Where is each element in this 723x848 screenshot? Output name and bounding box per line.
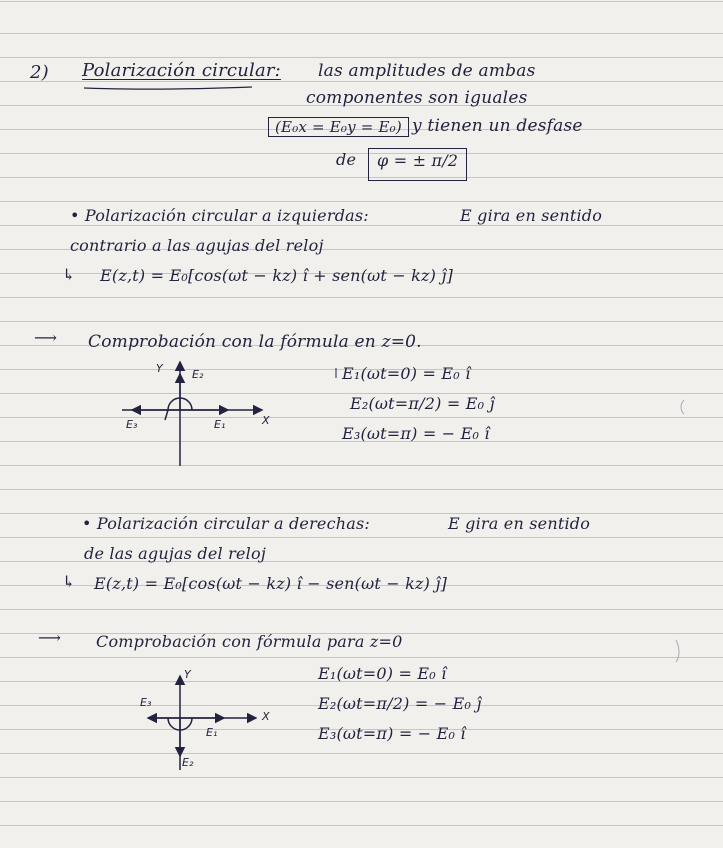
left-polarization-formula: E(z,t) = E₀[cos(ωt − kz) î + sen(ωt − kz) ĵ] — [100, 266, 454, 285]
left-diagram-x-label: X — [262, 414, 270, 427]
left-check-1: E₁(ωt=0) = E₀ î — [342, 364, 471, 383]
section-title: Polarización circular: — [82, 60, 281, 81]
left-diagram-y-label: Y — [156, 362, 163, 375]
left-diagram-e1-label: E₁ — [214, 418, 226, 431]
left-check-title: Comprobación con la fórmula en z=0. — [88, 332, 422, 352]
right-arrow-icon: ↳ — [62, 572, 76, 591]
right-polarization-formula: E(z,t) = E₀[cos(ωt − kz) î − sen(ωt − kz) ĵ] — [94, 574, 448, 593]
right-check-1: E₁(ωt=0) = E₀ î — [318, 664, 447, 683]
right-check-arrow-icon: ⟶ — [38, 628, 62, 647]
right-check-3: E₃(ωt=π) = − E₀ î — [318, 724, 466, 743]
amplitude-condition-box: (E₀x = E₀y = E₀) — [268, 117, 409, 137]
intro-line-3: y tienen un desfase — [412, 116, 583, 136]
intro-line-2: componentes son iguales — [306, 88, 528, 108]
right-polarization-line-2: de las agujas del reloj — [84, 544, 266, 563]
right-check-title: Comprobación con fórmula para z=0 — [96, 632, 403, 651]
intro-line-4: de — [336, 150, 357, 169]
right-diagram-e1-label: E₁ — [206, 726, 218, 739]
left-check-3: E₃(ωt=π) = − E₀ î — [342, 424, 490, 443]
right-diagram-x-label: X — [262, 710, 270, 723]
left-polarization-heading: • Polarización circular a izquierdas: — [70, 206, 369, 225]
right-check-2: E₂(ωt=π/2) = − E₀ ĵ — [318, 694, 482, 713]
right-diagram-y-label: Y — [184, 668, 191, 681]
section-number: 2) — [30, 62, 49, 83]
right-polarization-heading: • Polarización circular a derechas: — [82, 514, 371, 533]
left-polarization-line-2: contrario a las agujas del reloj — [70, 236, 324, 255]
right-polarization-heading-rest: E gira en sentido — [448, 514, 591, 533]
left-check-2: E₂(ωt=π/2) = E₀ ĵ — [350, 394, 495, 413]
left-arrow-icon: ↳ — [62, 265, 76, 284]
left-check-arrow-icon: ⟶ — [34, 328, 58, 347]
left-diagram-e3-label: E₃ — [126, 418, 138, 431]
left-diagram-e2-label: E₂ — [192, 368, 204, 381]
right-diagram-e3-label: E₃ — [140, 696, 152, 709]
left-polarization-heading-rest: E gira en sentido — [460, 206, 603, 225]
right-diagram-e2-label: E₂ — [182, 756, 194, 769]
phase-condition-box: φ = ± π/2 — [368, 148, 467, 181]
intro-line-1: las amplitudes de ambas — [318, 61, 536, 81]
